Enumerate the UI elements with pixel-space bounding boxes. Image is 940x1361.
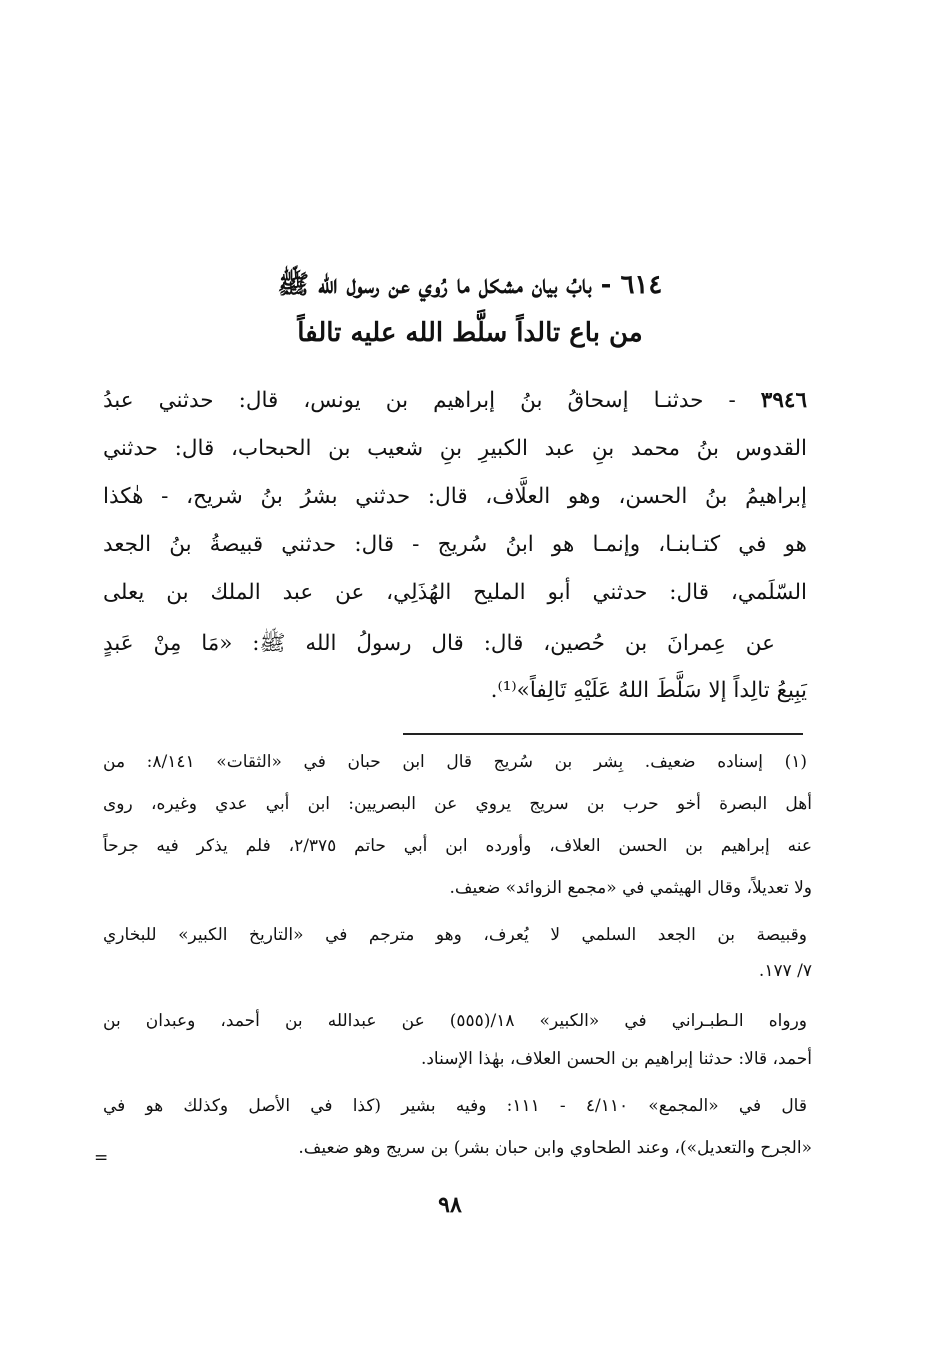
footnote-line-7: ورواه الـطبـراني في «الكبير» ١٨/(٥٥٥) عن عبدالله بن أحمد، وعبدان بن [103,1011,807,1031]
hadith-text-1: - حدثنـا إسحاقُ بنُ إبراهيم بن يونس، قال: حدثني عبدُ [103,388,736,413]
hadith-line-2: القدوس بنُ محمد بنِ عبد الكبيرِ بنِ شعيب بن الحبحاب، قال: حدثني [103,436,807,461]
footnote-line-10: «الجرح والتعديل»)، وعند الطحاوي وابن حبان بشر) بن سريج وهو ضعيف. [298,1138,812,1158]
footnote-separator [403,733,803,735]
footnote-line-5: وقبيصة بن الجعد السلمي لا يُعرف، وهو مترجم في «التاريخ الكبير» للبخاري [103,925,807,945]
hadith-line-5: السّلَمي، قال: حدثني أبو المليح الهُذَلِي، عن عبد الملك بن يعلى [103,580,807,605]
page-number: ٩٨ [438,1192,462,1218]
footnote-line-2: أهل البصرة أخو حرب بن سريج يروي عن البصريين: ابن أبي عدي وغيره، روى [103,794,812,814]
hadith-line-4: هو في كتـابنـا، وإنمـا هو ابنُ سُريج - قال: حدثني قبيصةُ بنُ الجعد [103,532,807,557]
continuation-mark: = [94,1148,109,1168]
footnote-line-9: قال في «المجمع» ٤/١١٠ - ١١١: وفيه بشير (كذا في الأصل وكذلك هو في [103,1096,807,1116]
chapter-title-line-2: من باع تالداً سلَّط الله عليه تالفاً [297,318,643,348]
footnote-line-1: (١) إسناده ضعيف. بِشر بن سُريج قال ابن حبان في «الثقات» ٨/١٤١: من [103,752,807,772]
hadith-number: ٣٩٤٦ [760,388,807,413]
footnote-line-8: أحمد، قالا: حدثنا إبراهيم بن الحسن العلاف، بهٰذا الإسناد. [420,1049,812,1069]
footnote-line-4: ولا تعديلاً، وقال الهيثمي في «مجمع الزوائد» ضعيف. [449,878,812,898]
footnote-line-6: ٧/ ١٧٧. [758,961,812,981]
hadith-line-1 [103,388,807,413]
footnote-line-3: عنه إبراهيم بن الحسن العلاف، وأورده ابن أبي حاتم ٢/٣٧٥، فلم يذكر فيه جرحاً [103,836,812,856]
chapter-title-line-1: ٦١٤ - بابُ بيان مشكل ما رُوي عن رسول الله ﷺ [277,270,663,300]
hadith-line-6: عن عِمرانَ بن حُصين، قال: قال رسولُ الله ﷺ: «مَا مِنْ عَبدٍ [103,631,775,656]
hadith-line-7: يَبِيعُ تالِداً إلا سَلَّطَ اللهُ عَلَيْهِ تَالِفاً»⁽¹⁾. [490,678,807,703]
hadith-line-3: إبراهيمُ بنُ الحسن، وهو العلَّاف، قال: حدثني بشرُ بنُ شريح، - هٰكذا [103,484,807,509]
